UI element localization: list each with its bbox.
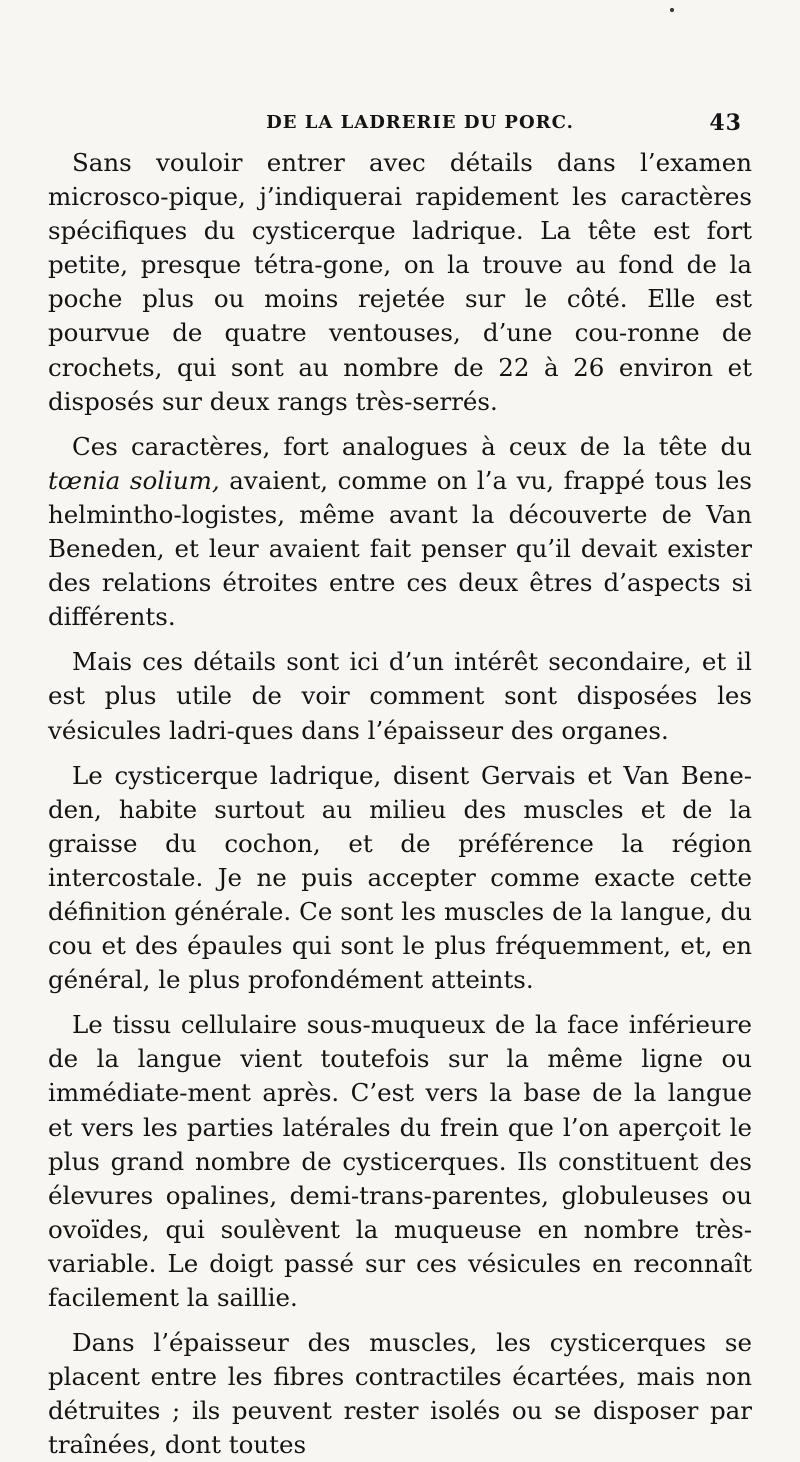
paragraph-text: avaient, comme on l’a vu, frappé tous les helmintho-logistes, même avant la découverte de Van Beneden, et leur avaient fait penser qu’il devait exister des relations étroites entre ces deux êtres d’aspects si différents. <box>48 465 752 632</box>
paragraph-text: Dans l’épaisseur des muscles, les cysticerques se placent entre les fibres contractiles écartées, mais non détruites ; ils peuvent rester isolés ou se disposer par traînées, dont toutes <box>48 1328 752 1460</box>
page-number: 43 <box>709 110 742 136</box>
running-header <box>48 112 752 138</box>
italic-term: tœnia solium, <box>48 465 220 495</box>
ink-speck <box>670 8 674 12</box>
paragraph-text: Sans vouloir entrer avec détails dans l’examen microsco-pique, j’indiquerai rapidement les caractères spécifiques du cysticerque ladrique. La tête est fort petite, presque tétra-gone, on la trouve au fond de la poche plus ou moins rejetée sur le côté. Elle est pourvue de quatre ventouses, d’une cou-ronne de crochets, qui sont au nombre de 22 à 26 environ et disposés sur deux rangs très-serrés. <box>48 148 752 416</box>
paragraph <box>48 146 752 419</box>
paragraph-text: Ces caractères, fort analogues à ceux de la tête du <box>72 431 752 461</box>
paragraph <box>48 1326 752 1462</box>
running-title: DE LA LADRERIE DU PORC. <box>266 112 574 133</box>
paragraph <box>48 645 752 747</box>
paragraph <box>48 759 752 998</box>
paragraph-text: Le cysticerque ladrique, disent Gervais et Van Bene-den, habite surtout au milieu des muscles et de la graisse du cochon, et de préférence la région intercostale. Je ne puis accepter comme exacte cette définition générale. Ce sont les muscles de la langue, du cou et des épaules qui sont le plus fréquemment, et, en général, le plus profondément atteints. <box>48 760 752 995</box>
paragraph-text: Mais ces détails sont ici d’un intérêt secondaire, et il est plus utile de voir comment sont disposées les vésicules ladri-ques dans l’épaisseur des organes. <box>48 647 752 745</box>
paragraph <box>48 430 752 635</box>
paragraph <box>48 1008 752 1315</box>
body-text <box>48 146 752 1462</box>
paragraph-text: Le tissu cellulaire sous-muqueux de la face inférieure de la langue vient toutefois sur la même ligne ou immédiate-ment après. C’est vers la base de la langue et vers les parties latérales du frein que l’on aperçoit le plus grand nombre de cysticerques. Ils constituent des élevures opalines, demi-trans-parentes, globuleuses ou ovoïdes, qui soulèvent la muqueuse en nombre très-variable. Le doigt passé sur ces vésicules en reconnaît facilement la saillie. <box>48 1010 752 1312</box>
